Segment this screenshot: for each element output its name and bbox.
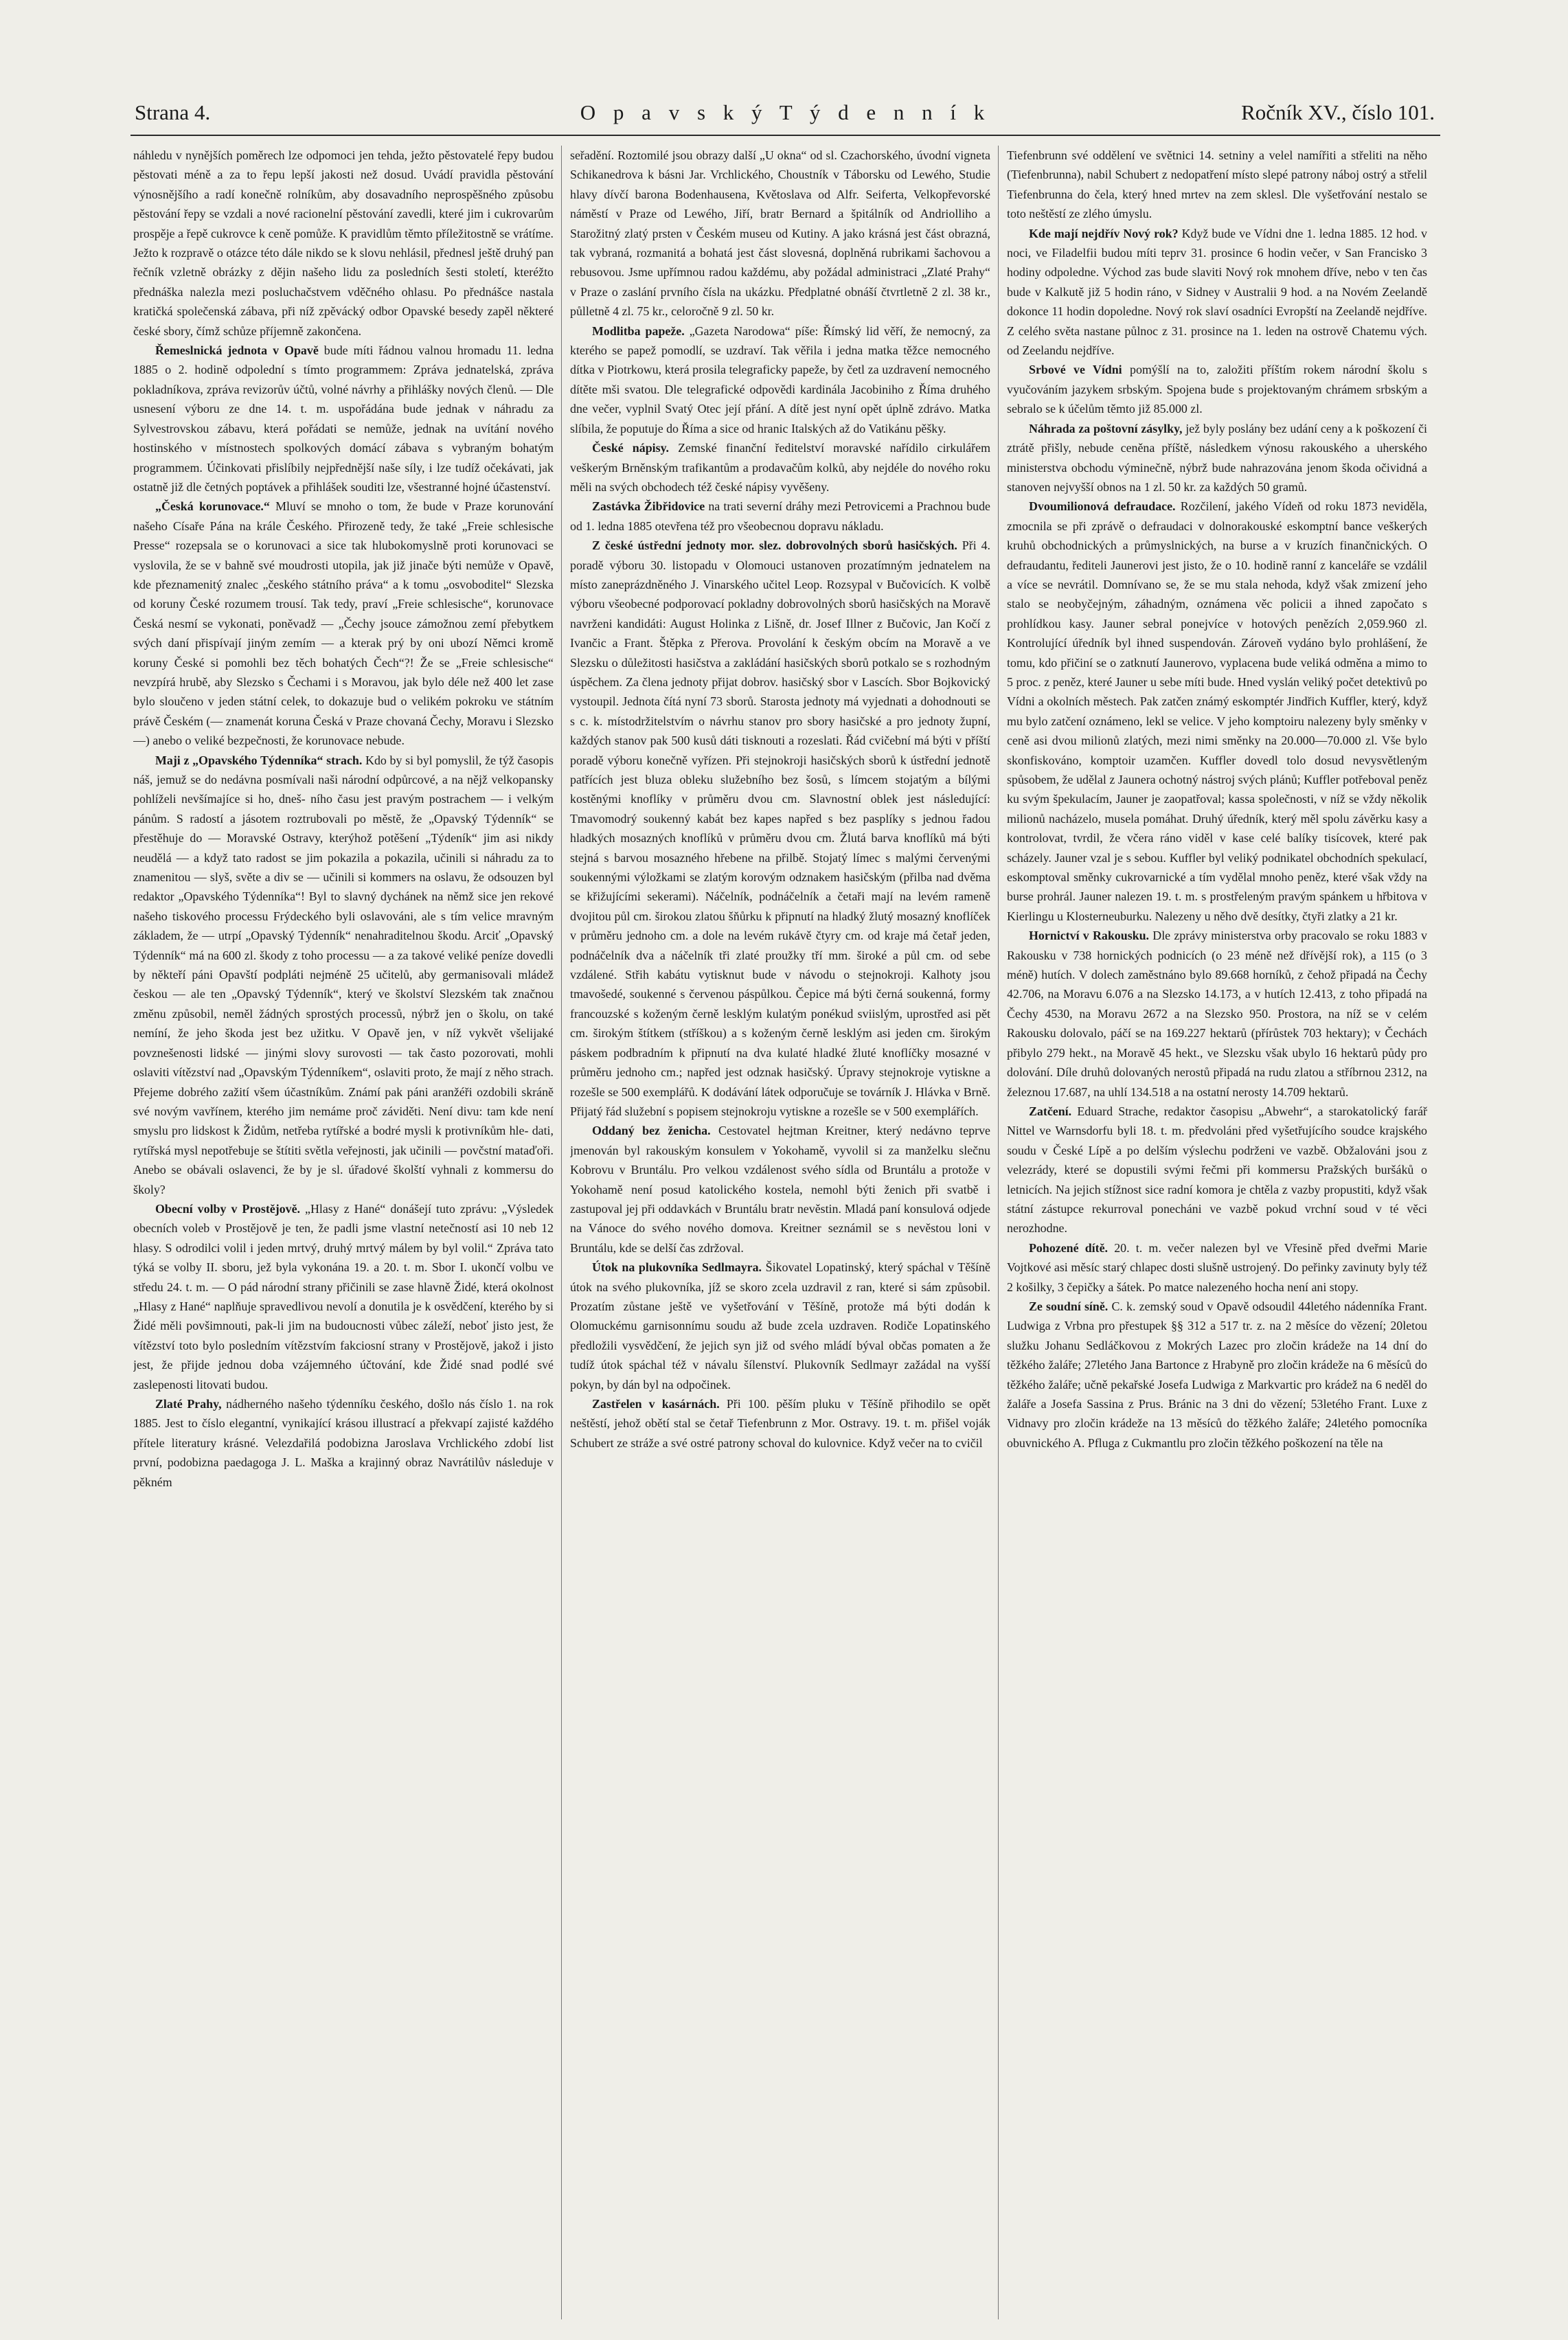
article-paragraph <box>1007 419 1427 497</box>
article-paragraph <box>133 1199 554 1394</box>
article-heading: Dvoumilionová defraudace. <box>1029 499 1176 514</box>
article-paragraph <box>570 1394 990 1453</box>
article-heading: Útok na plukovníka Sedlmayra. <box>592 1260 762 1275</box>
article-body: Eduard Strache, redaktor časopisu „Abwehr“, a starokatolický farář Nittel ve Warnsdorfu byli 18. t. m. předvoláni před vyšetřujícího soudce krajského soudu v České Lípě a po delším výslechu podrženi ve vazbě. Obžalováni jsou z velezrády, které se dopustili svými řečmi při kommersu Pražských buršáků o letnicích. Na jejich stížnost sice radní komora je chtěla z vazby propustiti, když však státní zástupce rekurroval ponecháni ve vazbě pokud vrchní soud v té věci nerozhodne. <box>1007 1104 1427 1236</box>
article-heading: Řemeslnická jednota v Opavě <box>155 343 319 358</box>
article-paragraph <box>1007 224 1427 361</box>
article-heading: „Česká korunovace.“ <box>155 499 270 514</box>
article-heading: Z české ústřední jednoty mor. slez. dobrovolných sborů hasičských. <box>592 538 957 553</box>
issue-number: Ročník XV., číslo 101. <box>1241 100 1435 124</box>
article-body: Dle zprávy ministerstva orby pracovalo se roku 1883 v Rakousku v 738 hornických podnicích (o 23 méně než dřívější rok), a 115 (o 3 méně) hutích. V dolech zaměstnáno bylo 89.668 horníků, z čehož připadá na Čechy 42.706, na Moravu 6.076 a na Slezsko 14.173, a v hutích 12.413, z toho připadá na Čechy 4530, na Moravu 2672 a na Slezsko 950. Prostora, na níž se v celém Rakousku dolovalo, páčí se na 169.227 hektarů (přírůstek 703 hektary); v Čechách přibylo 279 hekt., na Moravě 45 hekt., ve Slezsku však ubylo 16 hektarů půdy pro dolování. Díle druhů dolovaných nerostů připadá na rudu zlatou a stříbrnou 2312, na železnou 17.687, na uhlí 134.518 a na ostatní nerosty 14.709 hektarů. <box>1007 929 1427 1099</box>
article-body: na trati severní dráhy mezi Petrovicemi a Prachnou bude od 1. ledna 1885 otevřena též pro všeobecnou dopravu nákladu. <box>570 499 990 533</box>
article-heading: Ze soudní síně. <box>1029 1299 1109 1313</box>
article-paragraph <box>570 1258 990 1394</box>
page-header <box>130 96 1440 130</box>
article-heading: Zatčení. <box>1029 1104 1072 1118</box>
article-paragraph <box>1007 1238 1427 1297</box>
article-paragraph <box>1007 1297 1427 1453</box>
article-paragraph <box>133 146 554 341</box>
article-body: jež byly poslány bez udání ceny a k poškození či ztrátě přišly, nebude ceněna příště, následkem výnosu rakouského a uherského ministerstva obchodu výminečně, nýbrž bude nahrazována jenom škoda očividná a stanoven nejvyšší obnos na 1 zl. 50 kr. za každých 50 gramů. <box>1007 421 1427 494</box>
article-paragraph <box>570 146 990 321</box>
article-body: Zemské finanční ředitelství moravské nařídilo cirkulářem veškerým Brněnským trafikantům a prodavačům kolků, aby nejdéle do nového roku měli na svých obchodech též české nápisy vyvěšeny. <box>570 441 990 494</box>
article-paragraph <box>1007 497 1427 926</box>
article-heading: Maji z „Opavského Týdenníka“ strach. <box>155 753 363 767</box>
article-heading: Srbové ve Vídni <box>1029 363 1122 377</box>
masthead-title: O p a v s k ý T ý d e n n í k <box>580 100 991 124</box>
article-heading: Obecní volby v Prostějově. <box>155 1201 301 1216</box>
column-1 <box>133 146 554 2319</box>
article-paragraph <box>570 321 990 438</box>
article-paragraph <box>1007 1102 1427 1238</box>
column-separator <box>561 146 562 2319</box>
article-body: náhledu v nynějších poměrech lze odpomoci jen tehda, ježto pěstovatelé řepy budou pěstovati méně a za to řepu lepší jakosti než dosud. Uvádí pravidla pěstování výnosnějšího a radí konečně rolníkům, aby dosavadního neprospěšného způsobu pěstování řepy se vzdali a nové racionelní pěstování zavedli, které jim i cukrovarům prospěje a řepě cukrovce k ceně pomůže. K pravidlům těmto příležitostně se vrátíme. Ježto k rozpravě o otázce této dále nikdo se k slovu nehlásil, přednesl ještě druhý pan řečník vzletně obrázky z dějin našeho lidu za posledních šesti století, kteréžto přednáška nalezla mezi posluchačstvem vděčného ohlasu. Po přednášce nastala kratičká společenská zábava, při níž zpěvácký odbor Opavské besedy zapěl některé české sbory, čímž schůze příjemně zakončena. <box>133 148 554 338</box>
article-heading: Zlaté Prahy, <box>155 1397 222 1411</box>
article-heading: Náhrada za poštovní zásylky, <box>1029 421 1183 435</box>
article-heading: Zastřelen v kasárnách. <box>592 1397 720 1411</box>
article-heading: Kde mají nejdřív Nový rok? <box>1029 226 1179 240</box>
article-heading: České nápisy. <box>592 441 670 455</box>
article-body: Tiefenbrunn své oddělení ve světnici 14. setniny a velel namířiti a střeliti na něho (Tiefenbrunna), nabil Schubert z nedopatření místo slepé patrony náboj ostrý a střelil Tiefenbrunna do čela, který hned mrtev na zem sklesl. Dle vyšetřování nestalo se toto neštěstí ze zlého úmyslu. <box>1007 148 1427 221</box>
article-body: Šikovatel Lopatinský, který spáchal v Těšíně útok na svého plukovníka, jíž se skoro zcela uzdravil z ran, které si sám způsobil. Prozatím zůstane ještě ve vyšetřování v Těšíně, protože má býti dodán k Olomuckému garnisonnímu soudu až bude zcela uzdraven. Rodiče Lopatinského předložili vysvědčení, že jejich syn již od svého mládí býval občas pomaten a že tudíž útok spáchal též v návalu šílenství. Plukovník Sedlmayr zažádal na vyšší pokyn, by dán byl na odpočinek. <box>570 1260 990 1391</box>
article-paragraph <box>133 341 554 497</box>
column-2 <box>570 146 990 2319</box>
article-body: seřadění. Roztomilé jsou obrazy další „U okna“ od sl. Czachorského, úvodní vigneta Schikanedrova k básni Jar. Vrchlického, Choustník v Táborsku od Lewého, Studie hlavy dívčí barona Bodenhausena, Květoslava od Alfr. Seiferta, Velkopřevorské náměstí v Praze od Lewého, Jiří, bratr Bernard a špitálník od Andriolliho a Starožitný zlatý prsten v Českém museu od Kutiny. A jako krásná jest část obrazná, tak vybraná, rozmanitá a bohatá jest část slovesná, doplněná rubrikami šachovou a rebusovou. Jsme upřímnou radou každému, aby požádal administraci „Zlaté Prahy“ v Praze o zaslání prvního čísla na ukázku. Předplatné obnáší čtvrtletně 2 zl. 38 kr., půlletně 4 zl. 75 kr., celoročně 9 zl. 50 kr. <box>570 148 990 319</box>
article-body: Při 100. pěším pluku v Těšíně přihodilo se opět neštěstí, jehož obětí stal se četař Tiefenbrunn z Mor. Ostravy. 19. t. m. přišel voják Schubert ze stráže a své ostré patrony schoval do kulovnice. Když večer na to cvičil <box>570 1397 990 1450</box>
article-body: C. k. zemský soud v Opavě odsoudil 44letého nádenníka Frant. Ludwiga z Vrbna pro přestupek §§ 312 a 517 tr. z. na 2 měsíce do vězení; 20letou služku Johanu Sedláčkovou z Mokrých Lazec pro zločin krádeže na 14 dní do těžkého žaláře; 27letého Jana Bartonce z Hrabyně pro zločin krádeže na 6 měsíců do těžkého žaláře; učně pekařské Josefa Ludwiga z Markvartic pro krádež na 6 neděl do žaláře a Josefa Sassina z Prus. Bránic na 3 dni do vězení; 53letého Frant. Luxe z Vidnavy pro zločin krádeže na 13 měsíců do těžkého žaláře; 24letého pomocníka obuvnického A. Pfluga z Cukmantlu pro zločin těžkého poškození na těle na <box>1007 1299 1427 1450</box>
article-paragraph <box>1007 360 1427 418</box>
article-paragraph <box>570 536 990 1121</box>
article-paragraph <box>1007 146 1427 224</box>
article-body: pomýšlí na to, založiti příštím rokem národní školu s vyučováním jazykem srbským. Spojena bude s projektovaným chrámem srbským a sebralo se k účelům těmto již 85.000 zl. <box>1007 363 1427 416</box>
article-body: Při 4. poradě výboru 30. listopadu v Olomouci ustanoven prozatímným jednatelem na místo zaneprázdněného J. Vinarského učitel Leop. Rozsypal v Bučovicích. K volbě výboru všeobecné podporovací pokladny dobrovolných sborů hasičských na Moravě navrženi kandidáti: August Holinka z Lišně, dr. Josef Illner z Bučovic, Jan Kočí z Ivančic a Frant. Štěpka z Přerova. Provolání k českým obcím na Moravě a ve Slezsku o důležitosti hasičstva a zakládání hasičských sborů potkalo se s rozhodným úspěchem. Za člena jednoty přijat dobrov. hasičský sbor v Lascích. Sbor Bojkovický vystoupil. Jednota čítá nyní 73 sborů. Starosta jednoty má vyjednati a dohodnouti se s c. k. místodržitelstvím o návrhu stanov pro sbory hasičské a pro jednoty župní, každých stanov pak 500 kusů dáti tisknouti a rozeslati. Řád cvičební má býti v příští poradě výboru konečně vyřízen. Při stejnokroji hasičských sborů k ústřední jednotě patřících jest bluza obleku služebního bez šosů, s límcem stojatým a bílými kostěnými knoflíky v průměru dvou cm. Slavnostní oblek jest následující: Tmavomodrý soukenný kabát bez kapes napřed s bez pasplíky s jednou řadou hladkých mosazných knoflíků v průměru dvou cm. Žlutá barva knoflíků má býti stejná s barvou mosazného hřebene na přilbě. Stojatý límec s malými červenými soukennými výložkami se zlatým korovým odznakem hasičským (přilba nad dvěma se křižujícími sekerami). Náčelník, podnáčelník a četaři mají na levém rameně dvojitou půl cm. širokou zlatou šňůrku k připnutí na hladký žlutý mosazný knoflíček v průměru jednoho cm. a dole na levém rukávě čtyry cm. od kraje má četař jeden, podnáčelník dva a náčelník tři zlaté proužky tří mm. široké a půl cm. od sebe vzdálené. Střih kabátu vytisknut bude v návodu o stejnokroji. Kalhoty jsou tmavošedé, soukenné s červenou páspůlkou. Čepice má býti černá soukenná, formy francouzské s koženým černě lesklým kulatým ponékud sviislým, uprostřed asi pět cm. širokým štítkem (stříškou) a s koženým černě lesklým asi jeden cm. širokým páskem podbradním k připnutí na dva kulaté hladké žluté knoflíčky mosazné v průměru jednoho cm.; napřed jest odznak hasičský. Úpravy stejnokroje vytiskne a rozešle se 500 exemplářů. K dodávání látek odporučuje se továrník J. Hlávka v Brně. Přijatý řád služební s popisem stejnokroju vytiskne a rozešle se v 500 exemplářích. <box>570 538 990 1118</box>
article-heading: Hornictví v Rakousku. <box>1029 929 1150 943</box>
column-3 <box>1007 146 1427 2319</box>
article-body: bude míti řádnou valnou hromadu 11. ledna 1885 o 2. hodině odpolední s tímto programmem: Zpráva jednatelská, zpráva pokladníkova, zpráva revizorův účtů, volné návrhy a přihlášky nových členů. — Dle usnesení výboru ze dne 14. t. m. uspořádána bude jednak v náhradu za Sylvestrovskou zábavu, která pořádati se nemůže, jednak na uvítání nového hostinského v místnostech spolkových domácí zábava s vybraným bohatým programmem. Účinkovati přislíbily nejpřednější naše síly, i lze tudíž očekávati, jak ostatně již dle četných poptávek a přihlášek souditi lze, všestranné hojné účastenství. <box>133 343 554 494</box>
article-heading: Modlitba papeže. <box>592 323 685 338</box>
article-paragraph <box>570 1121 990 1258</box>
page-number: Strana 4. <box>135 100 211 124</box>
article-body: Cestovatel hejtman Kreitner, který nedávno teprve jmenován byl rakouským konsulem v Yokohamě, vyvolil si za manželku slečnu Kobrovu v Bruntálu. Pro velkou vzdálenost svého sídla od Bruntálu a protože v Yokohamě není posud katolického kostela, nemohl býti ženich při svatbě i zastupoval jej při oddavkách v Bruntálu bratr nevěstin. Mladá paní konsulová odjede na Vánoce do svého nového domova. Kreitner seznámil se s nevěstou loni v Bruntálu, kde se delší čas zdržoval. <box>570 1124 990 1255</box>
article-body: „Gazeta Narodowa“ píše: Římský lid věří, že nemocný, za kterého se papež pomodlí, se uzdraví. Tak věřila i jedna matka těžce nemocného dítka v Piotrkowu, která prosila telegraficky papeže, by četl za uzdravení nemocného dítěte mši svatou. Dle telegrafické odpovědi kardinála Jacobiniho z Říma druhého dne večer, vyplnil Svatý Otec její přání. A dítě jest nyní opět úplně zdrávo. Matka slíbila, že poputuje do Říma a sice od hranic Italských až do Vatikánu pěšky. <box>570 323 990 435</box>
article-heading: Oddaný bez ženicha. <box>592 1124 711 1138</box>
article-body: Kdo by si byl pomyslil, že týž časopis náš, jemuž se do nedávna posmívali naši národní odpůrcové, a na nějž velkopansky pohlíželi nevšímajíce si ho, dneš- ního času jest pravým postrachem — i velkým pánům. S radostí a jásotem roztrubovali po městě, že „Opavský Týdenník“ se přestěhuje do — Moravské Ostravy, kterýhož potěšení „Týdeník“ jim asi nikdy neudělá — a když tato radost se jim pokazila a pokazila, učinili si náhradu za to znamenitou — slyš, světe a div se — učinili si kommers na oslavu, že odsouzen byl redaktor „Opavského Týdenníka“! Byl to slavný dychánek na němž sice jen rekové našeho tiskového processu Frýdeckého byli oslavováni, ale s tím velice mravným základem, že — utrpí „Opavský Týdenník“ nenahraditelnou škodu. Arciť „Opavský Týdenník“ má na 600 zl. škody z toho processu — a za takové veliké peníze dovedli by někteří páni Opavští podpláti nejméně 25 učitelů, aby germanisovali mládež českou — ale ten „Opavský Týdenník“, který ve školství Slezském tak značnou změnu způsobil, neměl žádných sprostých processů, nýbrž jen o školu, on také nemíní, že jeho škoda jest bez užitku. V Opavě jen, v níž vykvět všelijaké povznešenosti lidské — jinými slovy surovosti — tak často pozorovati, mohli oslaviti vítězství nad „Opavským Týdenníkem“, oslaviti proto, že mají z něho strach. Přejeme dobrého zažití všem účastníkům. Známí pak páni aranžéři ozdobili skráně své novým vavřínem, kterého jim nemáme proč záviděti. Není divu: tam kde není smyslu pro lidskost k Židům, netřeba rytířské a bodré mysli k protivníkům hle- dati, rytířská mysl nepotřebuje se štítiti světla veřejnosti, jak učinili — povčstní mataďoři. Anebo se obávali oslavenci, že by je sl. úřadové školští vyhnali z kommersu do školy? <box>133 753 554 1196</box>
article-paragraph <box>1007 926 1427 1102</box>
article-body: Mluví se mnoho o tom, že bude v Praze korunování našeho Císaře Pána na krále Českého. Přirozeně tedy, že také „Freie schlesische Presse“ rozepsala se o korunovaci a sice tak hlubokomyslně proti korunovaci se vyslovila, že se v bahně své moudrosti utopila, jak již jinače býti nemůže v Opavě, kde přeznamenitý znalec „českého státního práva“ a k tomu „osvoboditel“ Slezska od koruny České rozumem trousí. Tak tedy, praví „Freie schlesische“, korunovace Česká nesmí se vykonati, poněvadž — „Čechy jsouce zámožnou zemí přebytkem svých daní přispívají jiným zemím — a kterak prý by oni ubozí Němci kromě koruny České si pomohli bez těch bohatých Čech“?! Že se „Freie schlesische“ nevzpírá hrubě, aby Slezsko s Čechami i s Moravou, jak bylo déle než 400 let zase bylo sloučeno v jeden státní celek, to dokazuje bud o velikém pokroku ve státním právě Českém (— znamenát koruna Česká v Praze chovaná Čechy, Moravu i Slezsko —) anebo o veliké bezpečnosti, že korunovace nebude. <box>133 499 554 748</box>
article-body: Rozčilení, jakého Vídeň od roku 1873 neviděla, zmocnila se při zprávě o defraudaci v dolnorakouské eskomptní bance veškerých kruhů obchodnických a průmyslnických, na burse a v kruzích finančnických. O defraudantu, řediteli Jaunerovi jest jisto, že o 10. hodině ranní z kanceláře se vzdálil a více se nevrátil. Domnívano se, že se mu stala nehoda, když však zmizení jeho stalo se neobyčejným, záhadným, oznámena věc policii a ihned započato s prohlídkou kasy. Jauner sebral ponejvíce v hotových penězích 2,059.960 zl. Kontrolující úředník byl ihned suspendován. Zároveň vydáno bylo prohlášení, že tomu, kdo přičiní se o zatknutí Jaunerovo, vyplacena bude veliká odměna a mimo to 5 proc. z peněz, které Jauner u sebe míti bude. Hned vyslán veliký počet detektivů po Vídni a okolních městech. Pak zatčen známý eskomptér Jindřich Kuffler, který, když mu bylo zatčení oznámeno, lekl se velice. V jeho komptoiru nalezeny byly směnky v ceně asi dvou milionů zlatých, mezi nimi směnky na 20.000—70.000 zl. Vše bylo skonfiskováno, komptoir uzamčen. Kuffler dovedl tolo dosud nevysvětleným spůsobem, že udělal z Jaunera ochotný nástroj svých plánů; Kuffler potřeboval peněz ku svým špekulacím, Jauner je zaopatřoval; kassa společnosti, v níž se vždy několik milionů nacházelo, musela pomáhat. Druhý úředník, který měl spolu závěrku kasy a kontrolovat, tvrdil, že včera ráno viděl v kase celé balíky tisícovek, které pak scházely. Jauner vzal je s sebou. Kuffler byl veliký podnikatel obchodních spekulací, eskomptoval směnky cukrovarnické a tím vydělal mnoho peněz, které však vždy na burse prohrál. Jauner nalezen 19. t. m. s prostřeleným pravým spánkem u hřbitova v Kierlingu u Klosterneuburku. Nalezeny u něho dvě desítky, čtyři zlatky a 21 kr. <box>1007 499 1427 923</box>
header-rule <box>130 135 1440 136</box>
article-heading: Pohozené dítě. <box>1029 1240 1109 1255</box>
article-body: 20. t. m. večer nalezen byl ve Vřesině před dveřmi Marie Vojtkové asi měsíc starý chlapec dosti slušně ustrojený. Do peřinky zavinuty byly též 2 košilky, 3 čepičky a šátek. Po matce nalezeného hocha není ani stopy. <box>1007 1240 1427 1294</box>
article-body: Když bude ve Vídni dne 1. ledna 1885. 12 hod. v noci, ve Filadelfii budou míti teprv 31. prosince 6 hodin večer, v San Francisko 3 hodiny odpoledne. Východ zas bude slaviti Nový rok mnohem dříve, nebo v ten čas bude v Kalkutě již 5 hodin ráno, v Sidney v Australii 9 hod. a na Novém Zeelandě dokonce 11 hodin dopoledne. Nový rok slaví osadníci Evropští na Zeelandě nejdříve. Z celého světa nastane půlnoc z 31. prosince na 1. leden na ostrově Chatemu vých. od Zeelandu nejdříve. <box>1007 226 1427 358</box>
article-body: „Hlasy z Hané“ donášejí tuto zprávu: „Výsledek obecních voleb v Prostějově je ten, že padli jsme vlastní netečností asi 10 neb 12 hlasy. S odrodilci volil i jeden mrtvý, druhý mrtvý málem by byl volil.“ Zpráva tato týká se volby II. sboru, jež byla vykonána 19. a 20. t. m. Sbor I. ukončí volbu ve středu 24. t. m. — O pád národní strany přičinili se zase hlavně Židé, která okolnost „Hlasy z Hané“ naplňuje spravedlivou nevolí a donutila je k osvědčení, kterého by si Židé měli povšimnouti, pak-li jim na budoucnosti vůbec záleží, neboť jisto jest, že vítězství toto bylo posledním vítězstvím fakciosní strany v Prostějově, jakož i jisto jest, že přijde jednou doba vzájemného účtování, kde Židé snad podlé své zaslepenosti litovati budou. <box>133 1201 554 1391</box>
column-separator <box>998 146 999 2319</box>
article-paragraph <box>133 1394 554 1492</box>
article-paragraph <box>133 751 554 1199</box>
article-paragraph <box>133 497 554 750</box>
article-body: nádherného našeho týdenníku českého, došlo nás číslo 1. na rok 1885. Jest to číslo elegantní, vynikající krásou illustrací a překvapí zajisté každého přítele literatury krásné. Velezdařilá podobizna Jaroslava Vrchlického zdobí list první, podobizna paedagoga J. L. Maška a krajinný obraz Navrátilův následuje v pěkném <box>133 1397 554 1489</box>
article-paragraph <box>570 438 990 497</box>
article-heading: Zastávka Žibřidovice <box>592 499 705 514</box>
article-paragraph <box>570 497 990 536</box>
